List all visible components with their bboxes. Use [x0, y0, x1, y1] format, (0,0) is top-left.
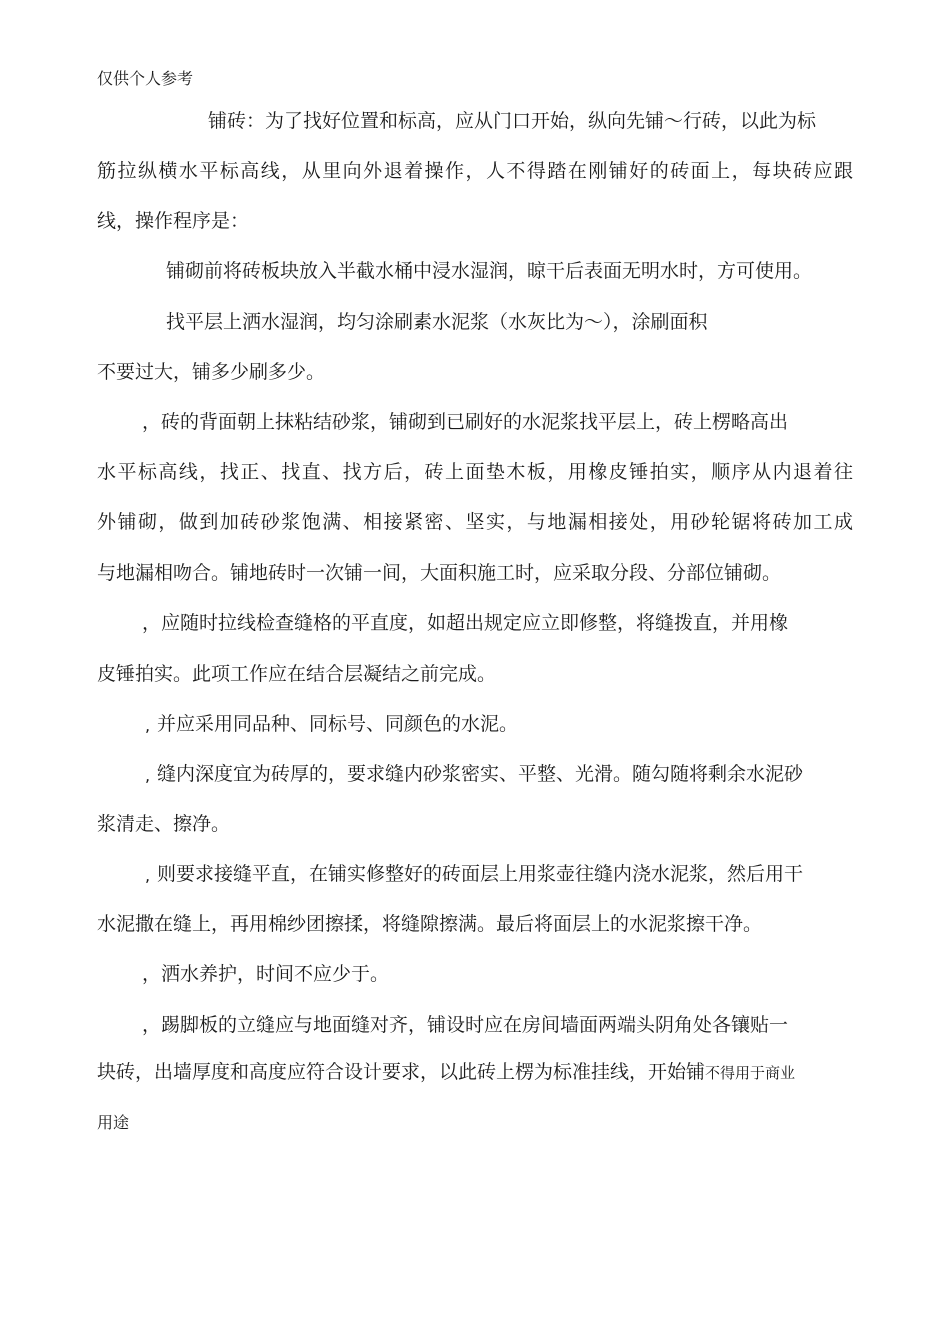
paragraph-line: ，应随时拉线检查缝格的平直度，如超出规定应立即修整，将缝拨直，并用橡	[142, 612, 789, 634]
paragraph-line: 皮锤拍实。此项工作应在结合层凝结之前完成。	[97, 663, 497, 685]
header-note: 仅供个人参考	[97, 69, 194, 88]
paragraph-line: 铺砖：为了找好位置和标高，应从门口开始，纵向先铺〜行砖，以此为标	[208, 110, 817, 132]
paragraph-line: 水平标高线，找正、找直、找方后，砖上面垫木板，用橡皮锤拍实，顺序从内退着往	[97, 461, 853, 483]
small-comma: ,	[145, 766, 151, 785]
paragraph-line: 则要求接缝平直，在铺实修整好的砖面层上用浆壶往缝内浇水泥浆，然后用干	[157, 863, 804, 885]
paragraph-line: 筋拉纵横水平标高线，从里向外退着操作，人不得踏在刚铺好的砖面上，每块砖应跟	[97, 160, 853, 182]
paragraph-line	[97, 1060, 795, 1085]
paragraph-line: 外铺砌，做到加砖砂浆饱满、相接紧密、坚实，与地漏相接处，用砂轮锯将砖加工成	[97, 511, 853, 533]
paragraph-line: 缝内深度宜为砖厚的，要求缝内砂浆密实、平整、光滑。随勾随将剩余水泥砂	[157, 763, 804, 785]
paragraph-line: ，踢脚板的立缝应与地面缝对齐，铺设时应在房间墙面两端头阴角处各镶贴一	[142, 1014, 789, 1036]
paragraph-line: 水泥撒在缝上，再用棉纱团擦揉，将缝隙擦满。最后将面层上的水泥浆擦干净。	[97, 913, 763, 935]
paragraph-line: 找平层上洒水湿润，均匀涂刷素水泥浆（水灰比为〜），涂刷面积	[166, 311, 708, 333]
paragraph-line-text: 块砖，出墙厚度和高度应符合设计要求，以此砖上楞为标准挂线，开始铺	[97, 1061, 706, 1083]
paragraph-line: 与地漏相吻合。铺地砖时一次铺一间，大面积施工时，应采取分段、分部位铺砌。	[97, 562, 782, 584]
paragraph-line: 铺砌前将砖板块放入半截水桶中浸水湿润，晾干后表面无明水时，方可使用。	[166, 260, 813, 282]
paragraph-line: 线，操作程序是：	[97, 210, 250, 232]
paragraph-line: 浆清走、擦净。	[97, 813, 231, 835]
usage-note: 不得用于商业	[705, 1064, 796, 1082]
paragraph-line: ，砖的背面朝上抹粘结砂浆，铺砌到已刷好的水泥浆找平层上，砖上楞略高出	[142, 411, 789, 433]
paragraph-line: 不要过大，铺多少刷多少。	[97, 361, 326, 383]
paragraph-line: 并应采用同品种、同标号、同颜色的水泥。	[157, 713, 519, 735]
small-comma: ,	[145, 866, 151, 885]
paragraph-line: ，洒水养护，时间不应少于。	[142, 963, 390, 985]
small-comma: ,	[145, 716, 151, 735]
usage-note-end: 用途	[97, 1113, 130, 1132]
